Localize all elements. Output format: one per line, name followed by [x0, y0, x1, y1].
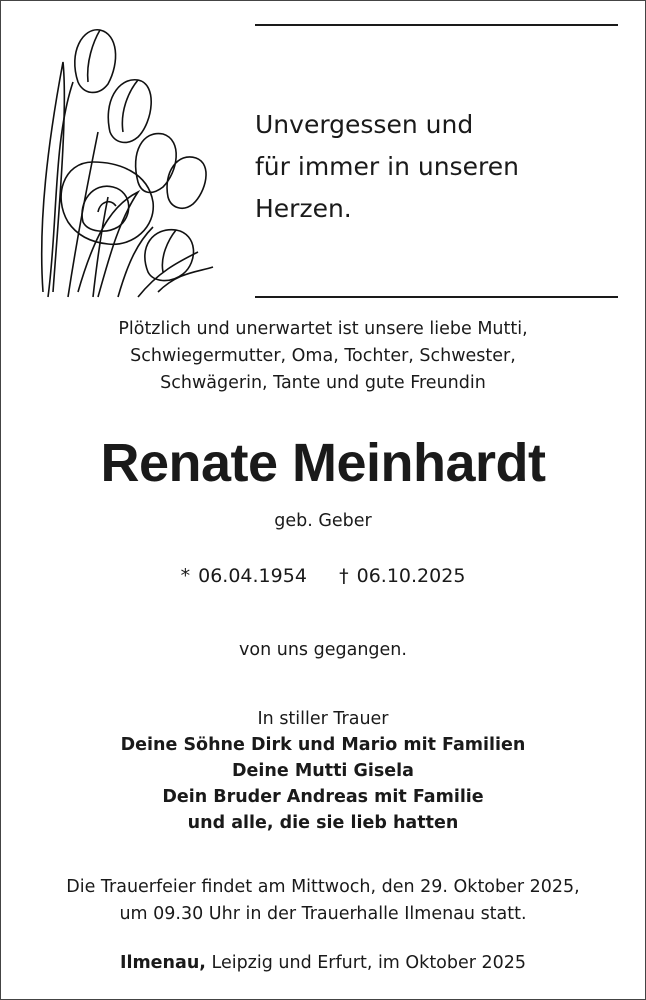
- mourning-intro: In stiller Trauer: [257, 709, 389, 729]
- birth-date: * 06.04.1954: [180, 565, 307, 587]
- mourners: [0, 706, 646, 836]
- quote-line: Herzen.: [255, 194, 352, 223]
- deceased-name: Renate Meinhardt: [100, 433, 546, 493]
- mourner-line: Dein Bruder Andreas mit Familie: [162, 787, 484, 807]
- place-rest: Leipzig und Erfurt, im Oktober 2025: [205, 953, 527, 973]
- bottom-rule: [255, 296, 618, 298]
- death-date: † 06.10.2025: [339, 565, 466, 587]
- life-dates: [0, 565, 646, 587]
- funeral-service-info: [0, 874, 646, 928]
- mourner-line: Deine Söhne Dirk und Mario mit Familien: [120, 735, 526, 755]
- mourner-line: und alle, die sie lieb hatten: [187, 813, 459, 833]
- memorial-quote: [255, 104, 519, 230]
- service-line: Die Trauerfeier findet am Mittwoch, den 29. Oktober 2025,: [66, 877, 580, 897]
- top-rule: [255, 24, 618, 26]
- birth-name: geb. Geber: [274, 511, 372, 531]
- intro-line: Schwiegermutter, Oma, Tochter, Schwester,: [130, 346, 516, 366]
- passed-text: von uns gegangen.: [239, 640, 407, 660]
- service-line: um 09.30 Uhr in der Trauerhalle Ilmenau statt.: [119, 904, 527, 924]
- place-and-date: [0, 953, 646, 973]
- intro-line: Plötzlich und unerwartet ist unsere liebe Mutti,: [118, 319, 528, 339]
- intro-text: [0, 316, 646, 397]
- intro-line: Schwägerin, Tante und gute Freundin: [160, 373, 486, 393]
- place-bold: Ilmenau,: [119, 953, 206, 973]
- tulip-illustration: [38, 22, 218, 302]
- mourner-line: Deine Mutti Gisela: [232, 761, 414, 781]
- quote-line: Unvergessen und: [255, 110, 474, 139]
- quote-line: für immer in unseren: [255, 152, 519, 181]
